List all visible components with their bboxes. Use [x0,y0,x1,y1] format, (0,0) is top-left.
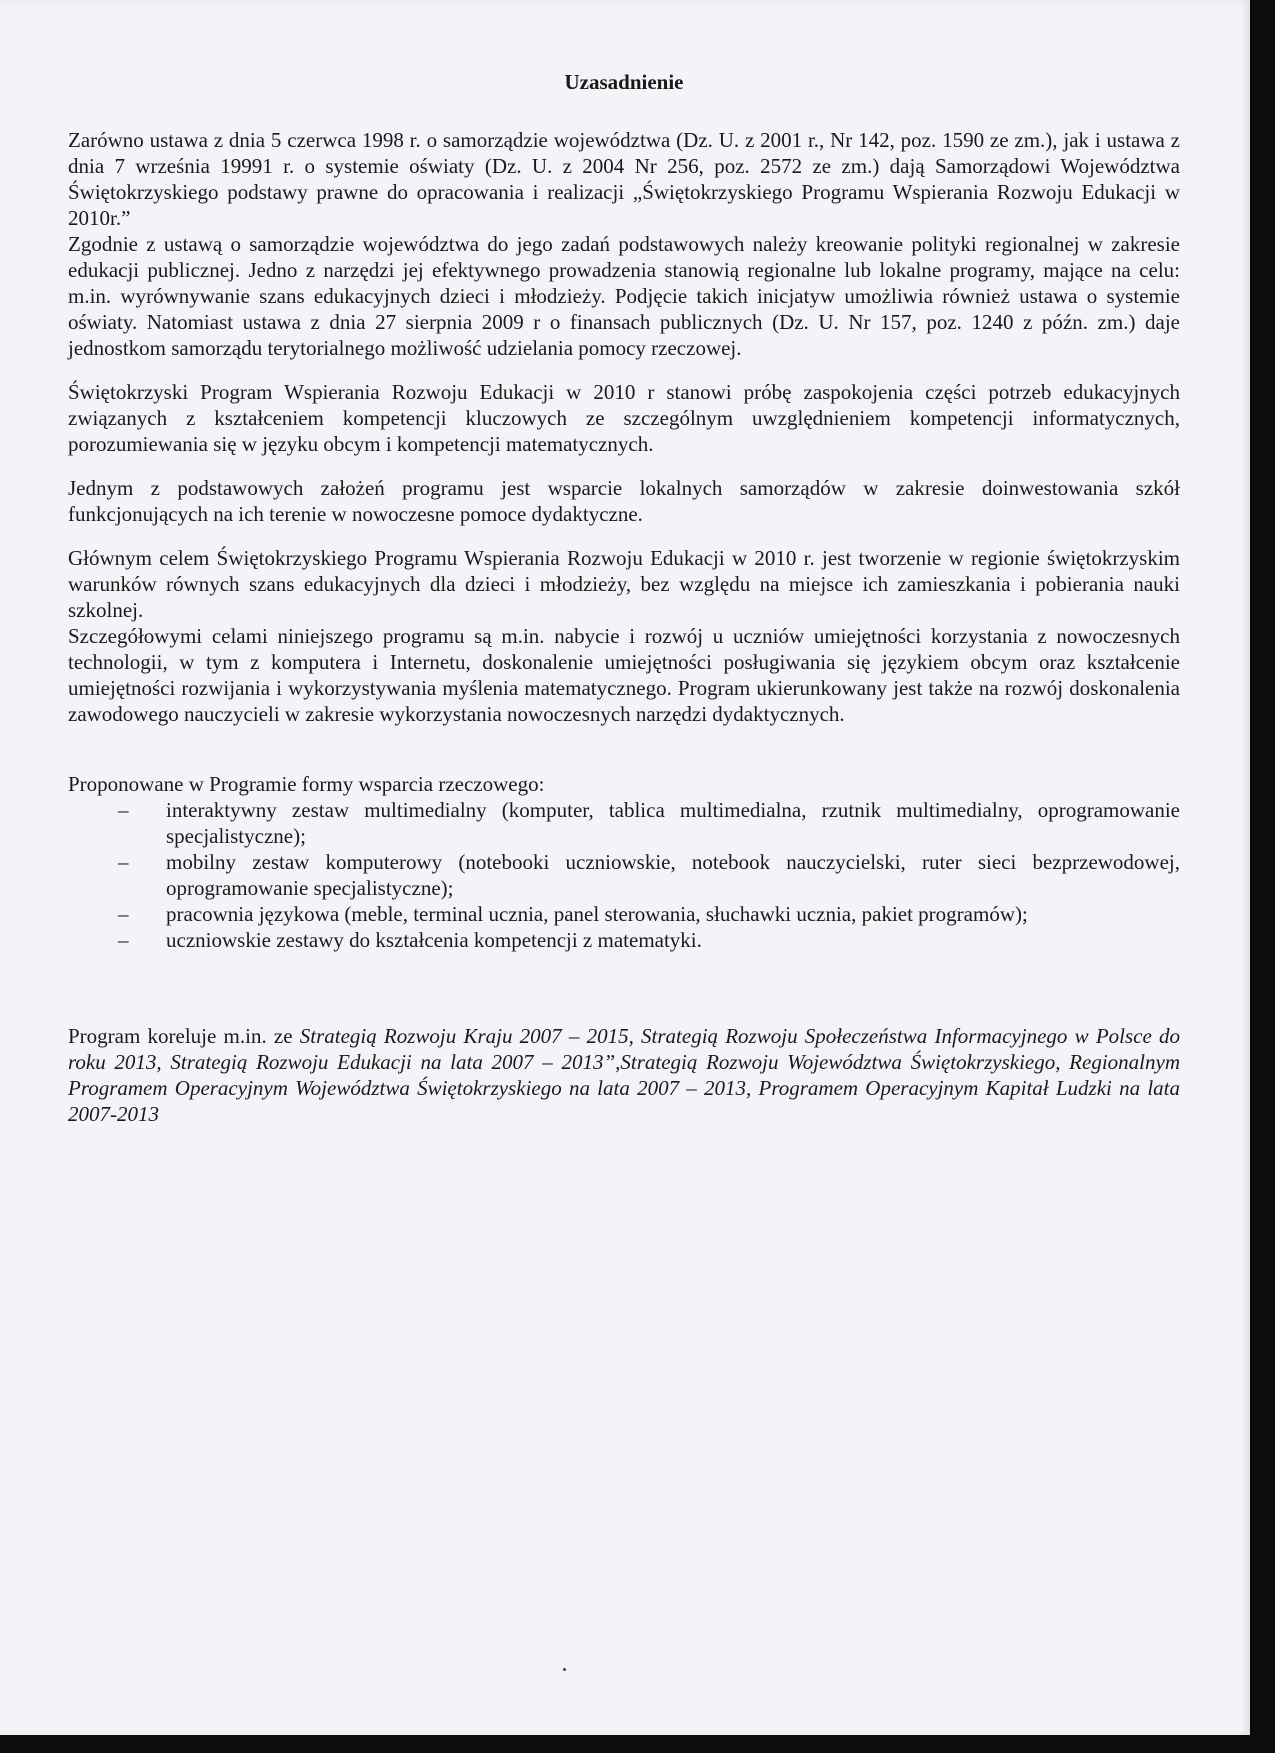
list-item [118,797,1180,849]
list-dash: – [118,928,129,952]
list-intro: Proponowane w Programie formy wsparcia rzeczowego: [68,772,545,796]
closing-strategies: Strategią Rozwoju Kraju 2007 – 2015, Strategią Rozwoju Społeczeństwa Informacyjnego w Polsce do roku 2013, Strategią Rozwoju Edukacji na lata 2007 – 2013”,Strategią Rozwoju Województwa Świętokrzyskiego, Regionalnym Programem Operacyjnym Województwa Świętokrzyskiego na lata 2007 – 2013, Programem Operacyjnym Kapitał Ludzki na lata 2007-2013 [68,1024,1180,1126]
support-forms-list [68,797,1180,953]
closing-lead: Program koreluje m.in. ze [68,1024,300,1048]
list-dash: – [118,850,129,874]
document-title: Uzasadnienie [564,70,684,94]
document-body [68,60,1180,1127]
list-item [118,849,1180,901]
list-item-text: uczniowskie zestawy do kształcenia kompetencji z matematyki. [166,928,702,952]
list-dash: – [118,798,129,822]
paragraph-regional-policy: Zgodnie z ustawą o samorządzie województwa do jego zadań podstawowych należy kreowanie polityki regionalnej w zakresie edukacji publicznej. Jedno z narzędzi jej efektywnego prowadzenia stanowią regionalne lub lokalne programy, mające na celu: m.in. wyrównywanie szans edukacyjnych dzieci i młodzieży. Podjęcie takich inicjatyw umożliwia również ustawa o systemie oświaty. Natomiast ustawa z dnia 27 sierpnia 2009 r o finansach publicznych (Dz. U. Nr 157, poz. 1240 z późn. zm.) daje jednostkom samorządu terytorialnego możliwość udzielania pomocy rzeczowej. [68,232,1180,360]
paragraph-detailed-goals: Szczegółowymi celami niniejszego programu są m.in. nabycie i rozwój u uczniów umiejętności korzystania z nowoczesnych technologii, w tym z komputera i Internetu, doskonalenie umiejętności posługiwania się językiem obcym oraz kształcenie umiejętności rozwijania i wykorzystywania myślenia matematycznego. Program ukierunkowany jest także na rozwój doskonalenia zawodowego nauczycieli w zakresie wykorzystania nowoczesnych narzędzi dydaktycznych. [68,624,1180,726]
list-item [118,901,1180,927]
list-item-text: pracownia językowa (meble, terminal ucznia, panel sterowania, słuchawki ucznia, pakiet programów); [166,902,1028,926]
list-item-text: interaktywny zestaw multimedialny (komputer, tablica multimedialna, rzutnik multimedialny, oprogramowanie specjalistyczne); [166,798,1180,848]
list-dash: – [118,902,129,926]
list-item-text: mobilny zestaw komputerowy (notebooki uczniowskie, notebook nauczycielski, ruter sieci bezprzewodowej, oprogramowanie specjalistyczne); [166,850,1180,900]
paragraph-program-assumption: Jednym z podstawowych założeń programu jest wsparcie lokalnych samorządów w zakresie doinwestowania szkół funkcjonujących na ich terenie w nowoczesne pomoce dydaktyczne. [68,476,1180,526]
paragraph-program-purpose: Świętokrzyski Program Wspierania Rozwoju Edukacji w 2010 r stanowi próbę zaspokojenia części potrzeb edukacyjnych związanych z kształceniem kompetencji kluczowych ze szczególnym uwzględnieniem kompetencji informatycznych, porozumiewania się w języku obcym i kompetencji matematycznych. [68,380,1180,456]
list-item [118,927,1180,953]
scan-speck [563,1668,566,1671]
paragraph-main-goal: Głównym celem Świętokrzyskiego Programu Wspierania Rozwoju Edukacji w 2010 r. jest tworzenie w regionie świętokrzyskim warunków równych szans edukacyjnych dla dzieci i młodzieży, bez względu na miejsce ich zamieszkania i pobierania nauki szkolnej. [68,546,1180,622]
closing-paragraph [68,1023,1180,1127]
section-spacer [68,727,1180,771]
paragraph-legal-basis: Zarówno ustawa z dnia 5 czerwca 1998 r. o samorządzie województwa (Dz. U. z 2001 r., Nr 142, poz. 1590 ze zm.), jak i ustawa z dnia 7 września 19991 r. o systemie oświaty (Dz. U. z 2004 Nr 256, poz. 2572 ze zm.) dają Samorządowi Województwa Świętokrzyskiego podstawy prawne do opracowania i realizacji „Świętokrzyskiego Programu Wspierania Rozwoju Edukacji w 2010r.” [68,128,1180,230]
